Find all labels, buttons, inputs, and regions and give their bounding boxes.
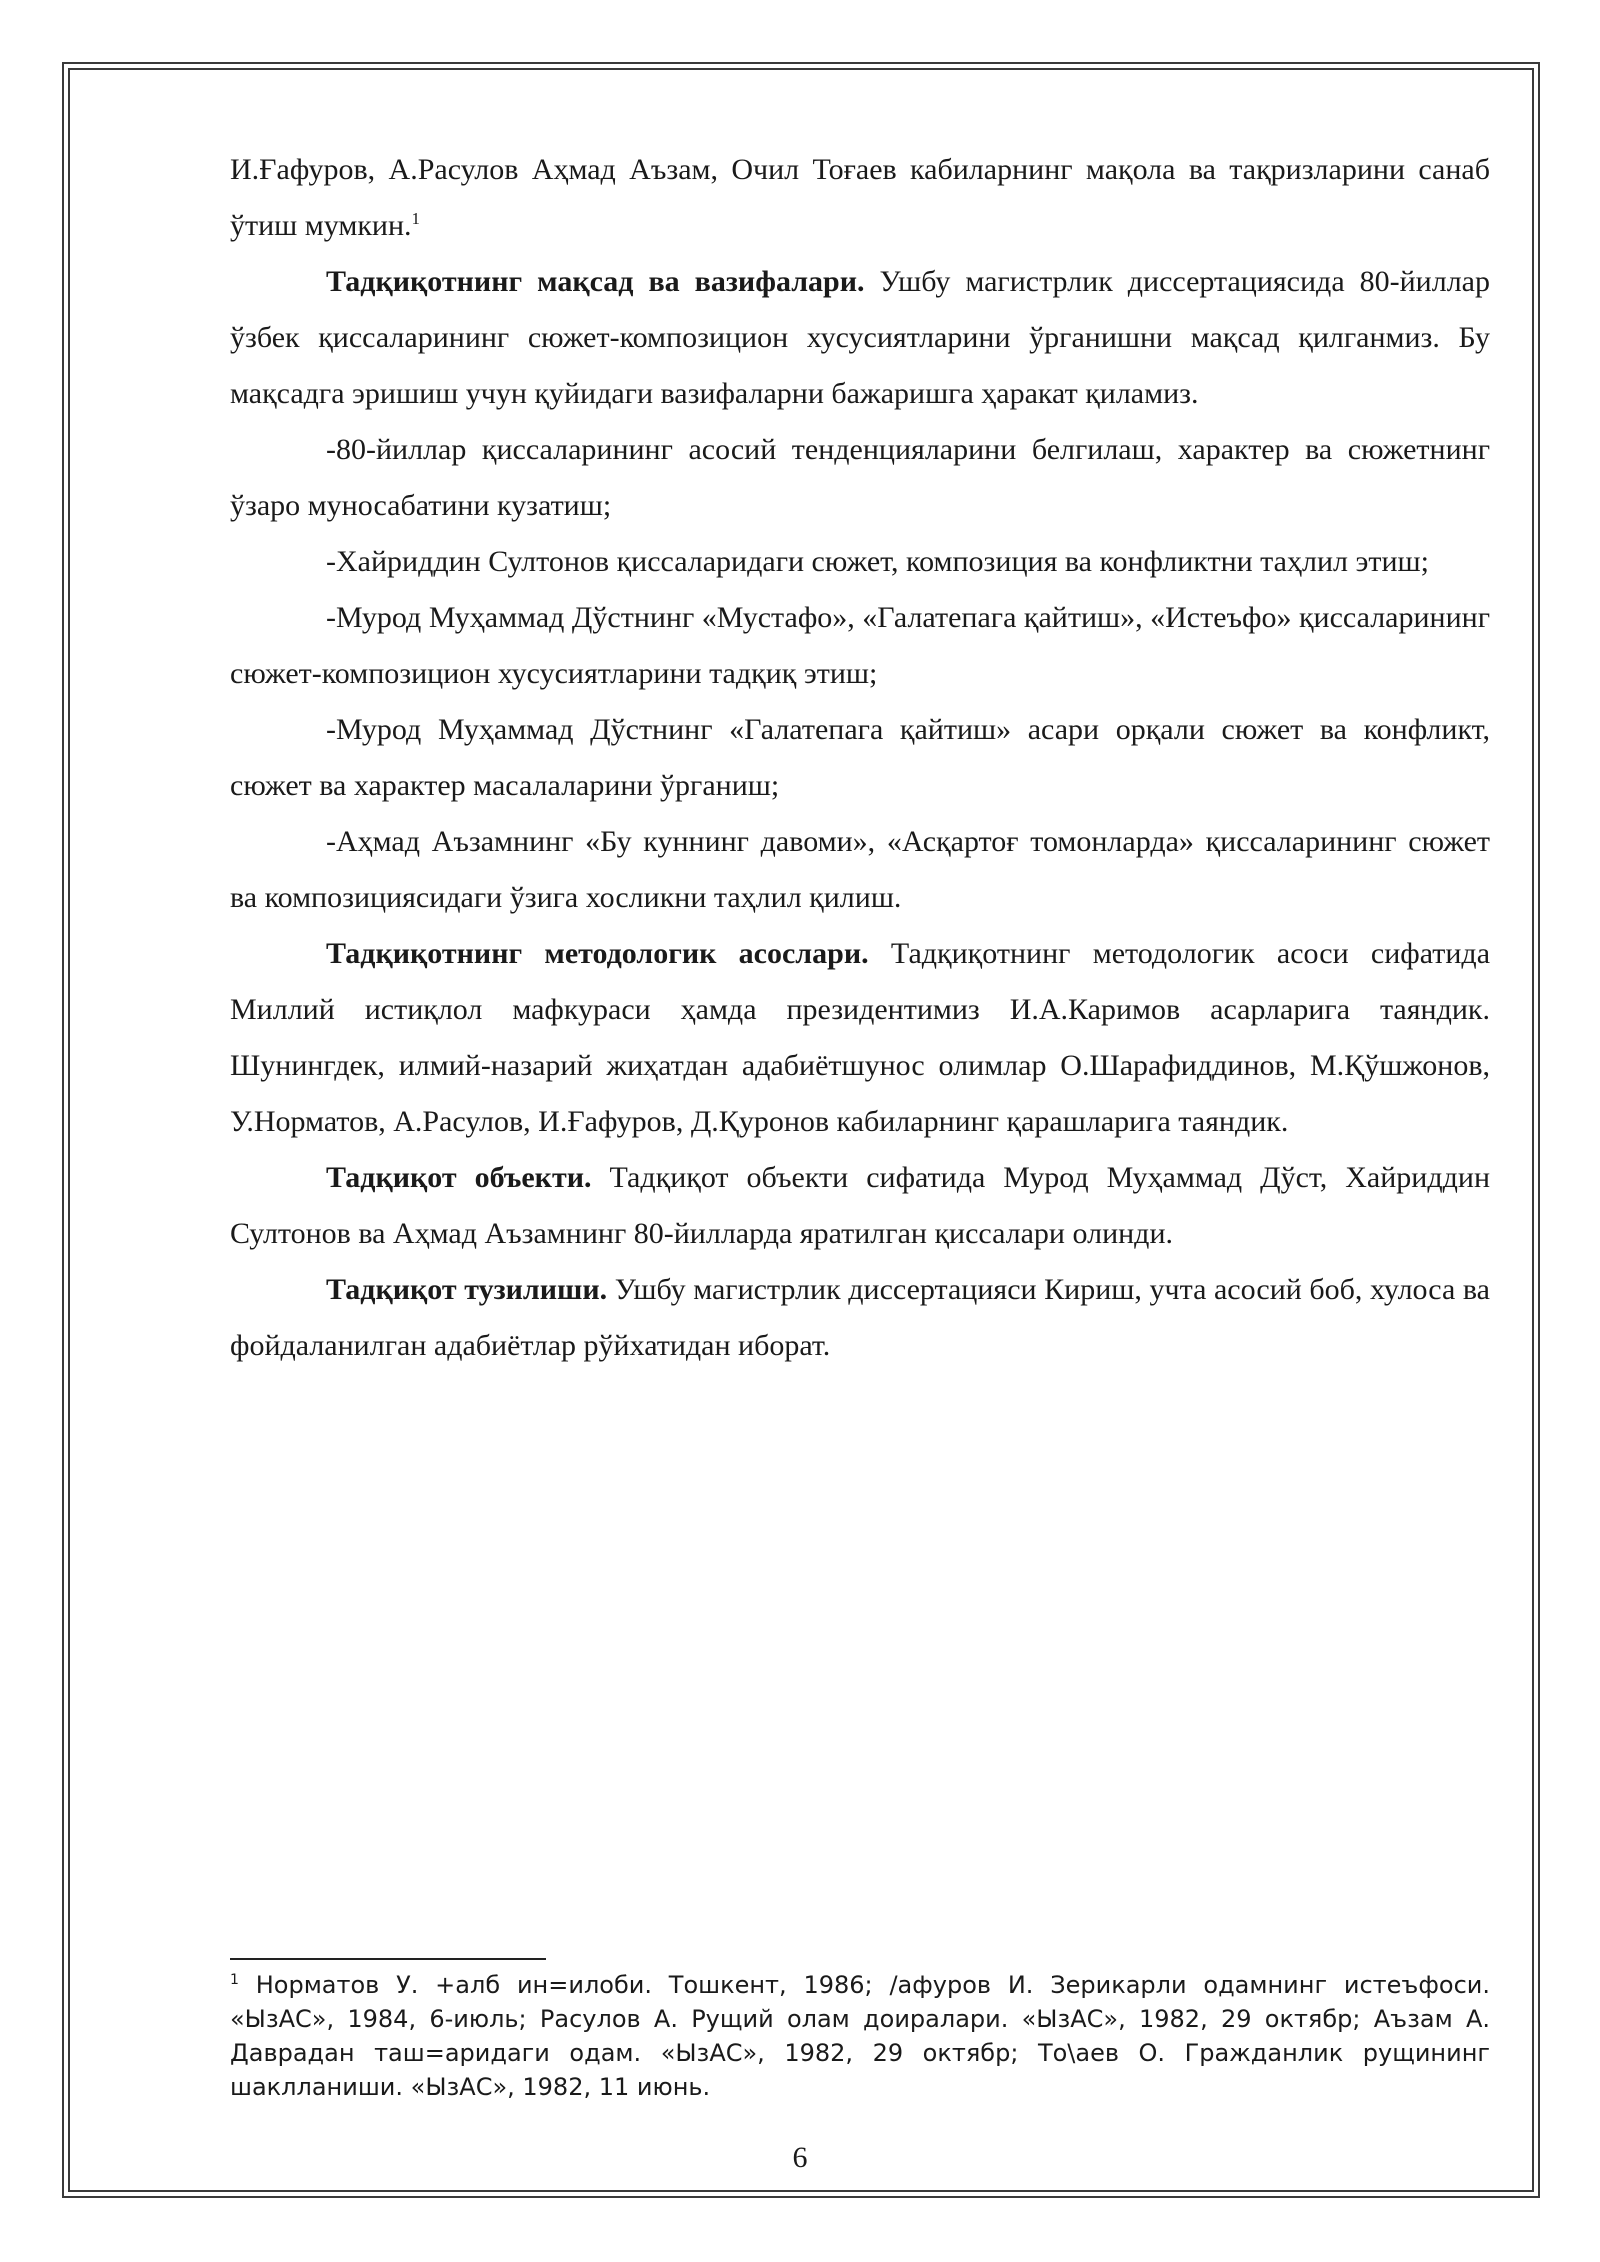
paragraph-text: Тадқиқотнинг методологик асоси сифатида Миллий истиқлол мафкураси ҳамда президентимиз И.А.Каримов асарларига таяндик. Шунингдек, илмий-назарий жиҳатдан адабиётшунос олимлар О.Шарафиддинов, М.Қўшжонов, У.Норматов, А.Расулов, И.Ғафуров, Д.Қуронов кабиларнинг қарашларига таяндик. <box>230 937 1491 1138</box>
paragraph-text: Ушбу магистрлик диссертациясида 80-йиллар ўзбек қиссаларининг сюжет-композицион хусусиятларини ўрганишни мақсад қилганмиз. Бу мақсадга эришиш учун қуйидаги вазифаларни бажаришга ҳаракат қиламиз. <box>230 265 1490 410</box>
paragraph-text: Тадқиқот объекти сифатида Мурод Муҳаммад Дўст, Хайриддин Султонов ва Аҳмад Аъзамнинг 80-йилларда яратилган қиссалари олинди. <box>230 1161 1490 1250</box>
list-item: -80-йиллар қиссаларининг асосий тенденцияларини белгилаш, характер ва сюжетнинг ўзаро муносабатини кузатиш; <box>230 433 1490 522</box>
paragraph-structure <box>230 1262 1490 1374</box>
footnote-separator <box>230 1958 546 1960</box>
paragraph-text: И.Ғафуров, А.Расулов Аҳмад Аъзам, Очил Тоғаев кабиларнинг мақола ва тақризларини санаб ўтиш мумкин. <box>230 153 1490 242</box>
footnote-text: Норматов У. +алб ин=илоби. Тошкент, 1986; /афуров И. Зерикарли одамнинг истеъфоси. «ЫзАС», 1984, 6-июль; Расулов А. Рущий олам доиралари. «ЫзАС», 1982, 29 октябр; Аъзам А. Даврадан таш=аридаги одам. «ЫзАС», 1982, 29 октябр; То\аев О. Гражданлик рущининг шаклланиши. «ЫзАС», 1982, 11 июнь. <box>230 1971 1490 2101</box>
list-item: -Хайриддин Султонов қиссаларидаги сюжет, композиция ва конфликтни таҳлил этиш; <box>326 545 1429 578</box>
paragraph-text: Ушбу магистрлик диссертацияси Кириш, учта асосий боб, хулоса ва фойдаланилган адабиётлар рўйхатидан иборат. <box>230 1273 1490 1362</box>
section-heading-goals: Тадқиқотнинг мақсад ва вазифалари. <box>326 265 865 298</box>
paragraph-goals <box>230 254 1490 422</box>
list-item: -Мурод Муҳаммад Дўстнинг «Мустафо», «Галатепага қайтиш», «Истеъфо» қиссаларининг сюжет-композицион хусусиятларини тадқиқ этиш; <box>230 601 1490 690</box>
list-item: -Аҳмад Аъзамнинг «Бу куннинг давоми», «Асқартоғ томонларда» қиссаларининг сюжет ва композициясидаги ўзига хосликни таҳлил қилиш. <box>230 825 1490 914</box>
document-body <box>230 142 1490 1374</box>
section-heading-structure: Тадқиқот тузилиши. <box>326 1273 608 1306</box>
footnote <box>230 1968 1490 2104</box>
paragraph-object <box>230 1150 1490 1262</box>
paragraph-methodology <box>230 926 1490 1150</box>
footnote-reference: 1 <box>411 209 421 228</box>
section-heading-object: Тадқиқот объекти. <box>326 1161 592 1194</box>
paragraph-intro-continuation <box>230 142 1490 254</box>
list-item: -Мурод Муҳаммад Дўстнинг «Галатепага қайтиш» асари орқали сюжет ва конфликт, сюжет ва характер масалаларини ўрганиш; <box>230 713 1490 802</box>
footnote-marker: 1 <box>230 1972 239 1988</box>
section-heading-methodology: Тадқиқотнинг методологик асослари. <box>326 937 869 970</box>
page-number: 6 <box>792 2141 808 2174</box>
